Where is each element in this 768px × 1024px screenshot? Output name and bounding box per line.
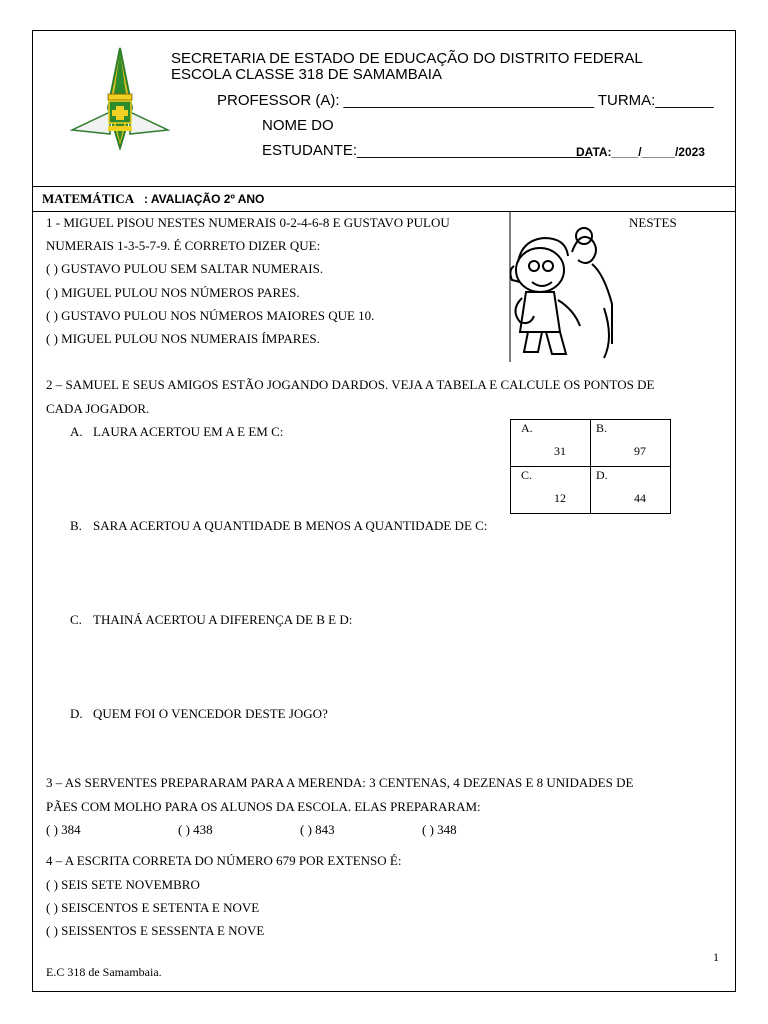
cell-value: 97 <box>634 444 646 458</box>
cell-letter: D. <box>596 468 608 482</box>
assessment-title: : AVALIAÇÃO 2º ANO <box>144 192 265 206</box>
q4-line1: 4 – A ESCRITA CORRETA DO NÚMERO 679 POR EXTENSO É: <box>46 853 402 868</box>
distrito-federal-logo <box>70 46 170 150</box>
q3-option[interactable]: ( ) 348 <box>422 822 457 837</box>
q1-option[interactable]: ( ) GUSTAVO PULOU NOS NÚMEROS MAIORES QUE 10. <box>46 308 375 323</box>
cartoon-children-illustration <box>508 212 620 362</box>
q2-line2: CADA JOGADOR. <box>46 401 150 416</box>
q2-item-letter: D. <box>70 706 83 721</box>
q2-line1: 2 – SAMUEL E SEUS AMIGOS ESTÃO JOGANDO DARDOS. VEJA A TABELA E CALCULE OS PONTOS DE <box>46 377 655 392</box>
q1-line1-end: NESTES <box>629 215 677 230</box>
q1-option[interactable]: ( ) MIGUEL PULOU NOS NÚMEROS PARES. <box>46 285 300 300</box>
q2-item-text: THAINÁ ACERTOU A DIFERENÇA DE B E D: <box>93 612 353 627</box>
q2-item-text: LAURA ACERTOU EM A E EM C: <box>93 424 284 439</box>
cell-letter: A. <box>521 421 533 435</box>
footer-school: E.C 318 de Samambaia. <box>46 965 162 979</box>
q3-option[interactable]: ( ) 843 <box>300 822 335 837</box>
escola-title: ESCOLA CLASSE 318 DE SAMAMBAIA <box>171 66 442 83</box>
q1-option[interactable]: ( ) GUSTAVO PULOU SEM SALTAR NUMERAIS. <box>46 261 324 276</box>
q4-option[interactable]: ( ) SEISCENTOS E SETENTA E NOVE <box>46 900 260 915</box>
q3-line2: PÃES COM MOLHO PARA OS ALUNOS DA ESCOLA. ELAS PREPARARAM: <box>46 799 481 814</box>
q3-option[interactable]: ( ) 438 <box>178 822 213 837</box>
q4-option[interactable]: ( ) SEIS SETE NOVEMBRO <box>46 877 200 892</box>
estudante-field[interactable]: ESTUDANTE:____________________________ <box>262 142 591 159</box>
q2-item-letter: B. <box>70 518 82 533</box>
nome-label: NOME DO <box>262 117 334 134</box>
cell-value: 31 <box>554 444 566 458</box>
table-cell <box>511 420 591 467</box>
cell-letter: B. <box>596 421 608 435</box>
q1-option[interactable]: ( ) MIGUEL PULOU NOS NUMERAIS ÍMPARES. <box>46 331 320 346</box>
cell-letter: C. <box>521 468 533 482</box>
q3-line1: 3 – AS SERVENTES PREPARARAM PARA A MERENDA: 3 CENTENAS, 4 DEZENAS E 8 UNIDADES DE <box>46 775 634 790</box>
professor-turma-field[interactable]: PROFESSOR (A): ______________________________ TURMA:_______ <box>217 92 714 109</box>
q4-option[interactable]: ( ) SEISSENTOS E SESSENTA E NOVE <box>46 923 265 938</box>
q1-line2: NUMERAIS 1-3-5-7-9. É CORRETO DIZER QUE: <box>46 238 321 253</box>
cell-value: 12 <box>554 491 566 505</box>
q2-item-text: QUEM FOI O VENCEDOR DESTE JOGO? <box>93 706 328 721</box>
q2-item-letter: C. <box>70 612 82 627</box>
page-number: 1 <box>713 950 719 964</box>
q2-item-text: SARA ACERTOU A QUANTIDADE B MENOS A QUANTIDADE DE C: <box>93 518 488 533</box>
secretaria-title: SECRETARIA DE ESTADO DE EDUCAÇÃO DO DISTRITO FEDERAL <box>171 50 643 67</box>
data-field[interactable]: DATA:____/_____/2023 <box>576 145 705 159</box>
table-cell <box>511 467 591 514</box>
q1-line1: 1 - MIGUEL PISOU NESTES NUMERAIS 0-2-4-6-8 E GUSTAVO PULOU <box>46 215 450 230</box>
table-cell <box>591 420 671 467</box>
subject-name: MATEMÁTICA <box>42 191 135 206</box>
points-table <box>510 419 671 514</box>
cell-value: 44 <box>634 491 646 505</box>
q2-item-letter: A. <box>70 424 83 439</box>
table-cell <box>591 467 671 514</box>
subject-bar <box>32 186 736 212</box>
q3-option[interactable]: ( ) 384 <box>46 822 81 837</box>
